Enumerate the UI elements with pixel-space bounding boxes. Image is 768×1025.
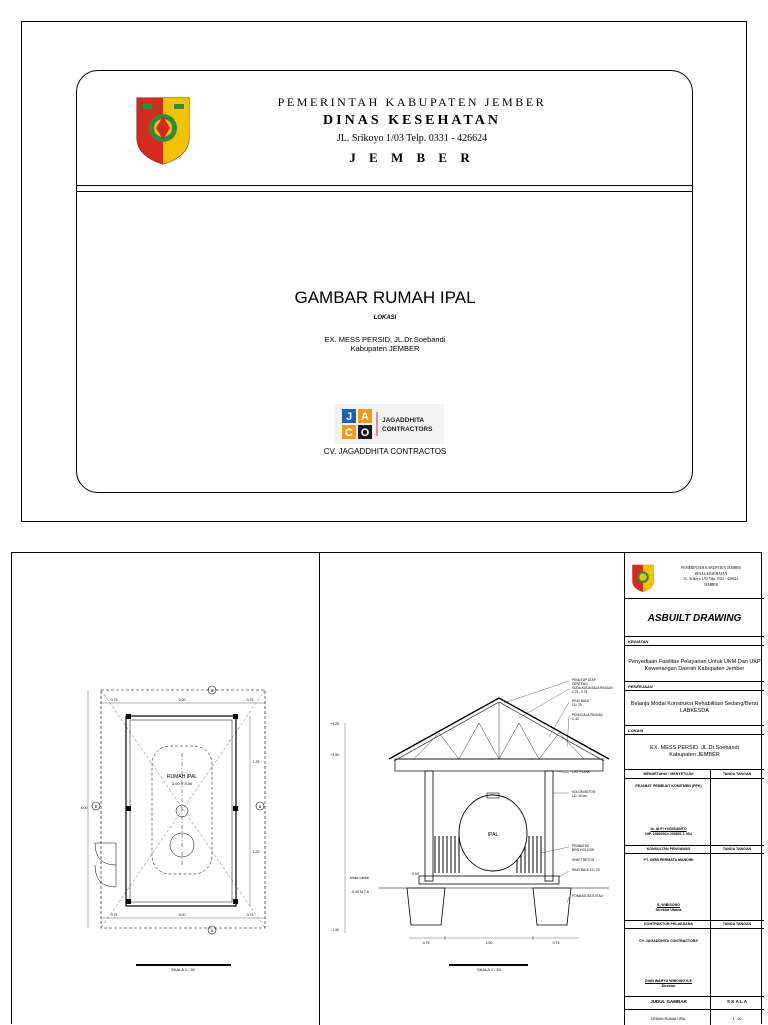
tb-konsultan: PT. DEMI PERMATA MANDIRI <box>643 858 694 862</box>
level-ground-label: Muka Lantai <box>349 876 369 880</box>
tb-judul-label: JUDUL GAMBAR <box>650 999 687 1004</box>
tb-lokasi-line1: EX. MESS PERSID, JL.Dr.Soebandi <box>650 745 739 751</box>
tb-skala: 1 : 50 <box>732 1017 742 1021</box>
dim-top-total: 3.00 <box>178 698 186 702</box>
callout-roof-tile: GENTENG <box>572 682 588 686</box>
callout-truss: KUDA-KUDA BAJA RINGAN <box>572 686 613 690</box>
room-label-2: 3.00 X 5.00 <box>171 781 193 786</box>
callout-ring-balk-2: RING BALK 15 / 20 <box>572 868 600 872</box>
section-dim-right: 0.75 <box>552 941 560 945</box>
level-eave: +3.50 <box>330 753 339 757</box>
gov-line1: PEMERINTAH KABUPATEN JEMBER <box>277 95 547 109</box>
tb-rule <box>625 636 764 637</box>
tb-gov-line4: JEMBER <box>704 583 718 587</box>
callout-fence: PEMBATAS <box>572 844 589 848</box>
titleblock-emblem-icon <box>631 563 655 593</box>
tb-rule <box>625 928 764 929</box>
tb-rule <box>625 996 764 997</box>
plan-scale: SKALA 1 : 50 <box>171 967 195 972</box>
tb-rule <box>625 853 764 854</box>
tb-rule <box>625 598 764 599</box>
tb-ttd-label-2: TANDA TANGAN <box>722 847 752 851</box>
tb-skala-label: S K A L A <box>727 999 747 1004</box>
tb-lokasi-line2: Kabupaten JEMBER <box>669 752 720 758</box>
dim-bottom-total: 3.00 <box>178 913 186 917</box>
section-mark-b-left: B <box>94 804 98 809</box>
section-drawing <box>319 553 624 1025</box>
tb-gov-line2: DINAS KESEHATAN <box>694 572 728 576</box>
cover-sheet <box>21 21 747 522</box>
section-dim-mid: 1.50 <box>485 941 493 945</box>
tb-rule <box>625 645 764 646</box>
dim-top-1: 0.75 <box>110 698 118 702</box>
tb-rule <box>625 845 764 846</box>
tb-pekerjaan-label: PEKERJAAN <box>628 684 653 689</box>
dim-right-top: 1.25 <box>252 760 260 764</box>
jagaddhita-logo-icon <box>334 404 444 444</box>
tb-kontraktor: CV. JAGADDHITA CONTRACTORS <box>639 939 698 943</box>
address-line2: Kabupaten JEMBER <box>350 344 420 353</box>
lokasi-label: LOKASI <box>373 315 397 321</box>
section-mark-a-top: A <box>210 688 214 693</box>
level-bottom: -1.40 <box>331 928 339 932</box>
tb-konsultan-name: S. WIBISONO <box>657 903 680 907</box>
section-dim-left: 0.75 <box>422 941 430 945</box>
jember-emblem-icon <box>134 94 192 166</box>
contractor-name: CV. JAGADDHITA CONTRACTOS <box>323 447 447 456</box>
tb-konsultan-label: KONSULTAN PENGAWAS <box>646 847 691 851</box>
dim-bottom-1: 0.75 <box>110 913 118 917</box>
logo-letter-j: J <box>345 411 353 423</box>
tb-konsultan-role: Direktur Utama <box>655 908 682 912</box>
tb-rule <box>625 690 764 691</box>
tb-rule <box>625 920 764 921</box>
tb-ppk-title: PEJABAT PEMBUAT KOMITMEN (PPK) <box>635 784 702 788</box>
tb-column-rule <box>710 769 711 1025</box>
callout-ring-balk: RING BALK <box>572 699 590 703</box>
dim-bottom-2: 0.75 <box>246 913 254 917</box>
tb-rule <box>625 734 764 735</box>
floor-plan-drawing <box>12 553 319 1025</box>
gov-line2: DINAS KESEHATAN <box>323 113 501 128</box>
callout-shaft: SHAFT BETON <box>572 858 595 862</box>
tb-rule <box>625 725 764 726</box>
logo-letter-o: O <box>360 427 370 439</box>
callout-roof-cover: PENUTUP ATAP <box>572 678 596 682</box>
gov-line4: J E M B E R <box>349 150 475 165</box>
tb-rule <box>625 778 764 779</box>
tb-kontraktor-name: DIAN WAHYU WIBOWO S.E <box>645 979 692 983</box>
callout-foundation: PONDASI BATU KALI <box>572 894 604 898</box>
header-rule-bottom <box>76 191 693 192</box>
section-scale: SKALA 1 : 50 <box>477 967 501 972</box>
callout-truss-dim: 0.75 - 0.75 <box>572 690 588 694</box>
document-title: GAMBAR RUMAH IPAL <box>294 288 476 307</box>
tb-lokasi-label: LOKASI <box>628 728 644 733</box>
tb-kontraktor-label: KONTRAKTOR PELAKSANA <box>644 922 693 926</box>
tb-mengetahui-label: MENGETAHUI / MENYETUJUI <box>643 772 694 776</box>
level-zero: 0.00 <box>412 872 419 876</box>
tb-heading: ASBUILT DRAWING <box>647 613 742 624</box>
header-rule-top <box>76 185 693 186</box>
tb-ttd-label-3: TANDA TANGAN <box>722 922 752 926</box>
tb-kontraktor-role: Direktur <box>661 984 676 988</box>
callout-fence-type: BESI HOLLOW <box>572 848 594 852</box>
callout-purlin-dim: C.40 <box>572 717 579 721</box>
level-top: +4.25 <box>330 722 339 726</box>
dim-top-2: 0.75 <box>246 698 254 702</box>
tb-rule <box>625 681 764 682</box>
callout-column-dim: 15 / 15 cm <box>572 794 587 798</box>
address-line1: EX. MESS PERSID, JL.Dr.Soebandi <box>324 335 446 344</box>
room-label-1: RUMAH IPAL <box>166 774 198 780</box>
section-mark-a-bottom: A <box>210 928 214 933</box>
logo-letter-a: A <box>361 411 369 423</box>
tb-ttd-label: TANDA TANGAN <box>722 772 752 776</box>
callout-column: KOLOM BETON <box>572 790 596 794</box>
tb-pekerjaan: Belanja Modal Konstruksi Rehabilitasi Sedang/Berat LABKESDA <box>630 701 759 714</box>
tb-kegiatan: Penyediaan Fasilitas Pelayanan Untuk UKM Dan UKP Kewenangan Daerah Kabupaten Jember <box>628 659 761 672</box>
dim-left: 5.00 <box>80 806 88 810</box>
tank-label: IPAL <box>487 832 499 838</box>
logo-text1: JAGADDHITA <box>382 417 425 424</box>
tb-kegiatan-label: KEGIATAN <box>628 639 649 644</box>
callout-list-plank: LIST PLANK <box>572 770 591 774</box>
tb-judul: DENAH RUMAH IPAL <box>650 1017 687 1021</box>
tb-rule <box>625 769 764 770</box>
callout-purlin: PENGGALA RINGAN <box>572 713 603 717</box>
dim-right-bottom: 1.25 <box>252 850 260 854</box>
callout-ring-balk-dim: 15 / 20 <box>572 703 582 707</box>
title-block <box>624 553 763 1025</box>
section-mark-b-right: B <box>258 804 262 809</box>
tb-gov-line1: PEMERINTAH KABUPATEN JEMBER <box>681 566 741 570</box>
tb-ppk-nip: NIP. 19800914 200801 1 004 <box>645 832 692 836</box>
tb-rule <box>625 1009 764 1010</box>
tb-gov-line3: JL. Srikoyo 1/03 Telp. 0331 - 426624 <box>684 577 738 581</box>
level-mta: -0.40 M.T.A <box>351 890 369 894</box>
logo-text2: CONTRACTORS <box>382 426 433 433</box>
contractor-logo <box>334 404 444 444</box>
drawing-sheet <box>11 552 762 1024</box>
gov-line3: JL. Srikoyo 1/03 Telp. 0331 - 426624 <box>336 133 488 144</box>
logo-letter-c: C <box>345 427 353 439</box>
tb-ppk-name: dr. ALFI YUDISIANTO <box>650 827 687 831</box>
